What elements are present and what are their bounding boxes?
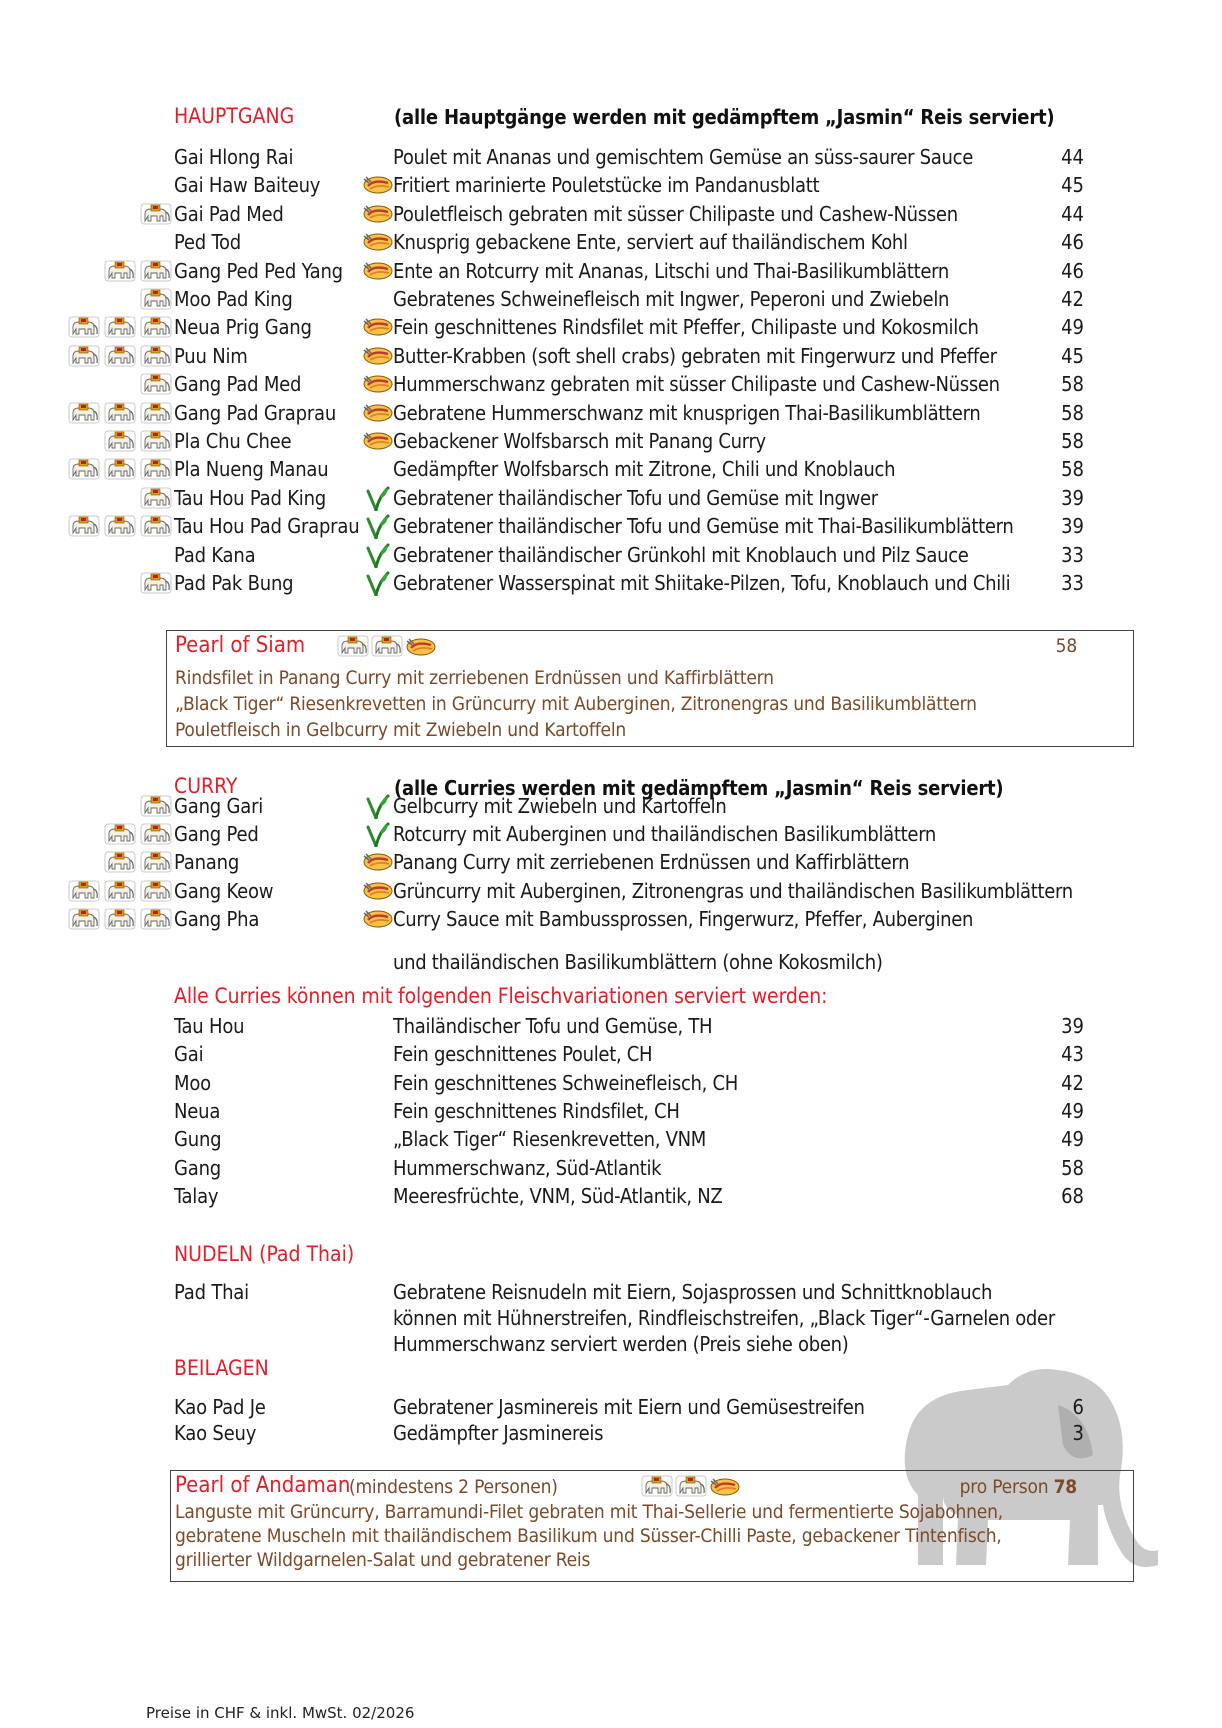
hauptgang-item-price: 44	[1061, 145, 1084, 169]
variation-item-name: Gang	[174, 1155, 222, 1180]
hauptgang-item-name: Gai Haw Baiteuy	[174, 173, 321, 198]
hauptgang-item-name: Pad Pak Bung	[174, 571, 294, 595]
pearl-siam-line: Pouletfleisch in Gelbcurry mit Zwiebeln und Kartoffeln	[175, 719, 627, 741]
beilagen-item	[0, 1419, 1222, 1447]
nudeln-desc: Hummerschwanz serviert werden (Preis siehe oben)	[393, 1332, 849, 1356]
elephant-icon	[140, 345, 172, 367]
spice-icon	[360, 259, 394, 281]
elephant-icon	[104, 402, 136, 424]
hauptgang-item-name: Gang Ped Ped Yang	[174, 258, 343, 283]
spice-icon	[360, 315, 394, 337]
hauptgang-item-desc: Hummerschwanz gebraten mit süsser Chilipaste und Cashew-Nüssen	[393, 372, 1000, 397]
elephant-icon	[140, 458, 172, 480]
variation-item-desc: Thailändischer Tofu und Gemüse, TH	[393, 1014, 713, 1038]
variation-item	[0, 1097, 1222, 1125]
pearl-andaman-box	[170, 1470, 1134, 1582]
curry-item-desc: Rotcurry mit Auberginen und thailändischen Basilikumblättern	[393, 822, 937, 847]
hauptgang-item-price: 49	[1061, 315, 1084, 340]
curry-item	[0, 877, 1222, 905]
curry-item-name: Panang	[174, 850, 240, 875]
elephant-icon	[104, 458, 136, 480]
beilagen-item-price: 3	[1072, 1421, 1084, 1445]
pearl-andaman-title: Pearl of Andaman	[175, 1473, 351, 1498]
curry-pha-continuation	[0, 948, 1222, 976]
hauptgang-item-name: Ped Tod	[174, 230, 241, 255]
beilagen-item-desc: Gebratener Jasminereis mit Eiern und Gemüsestreifen	[393, 1395, 865, 1419]
variation-item	[0, 1069, 1222, 1097]
nudeln-row-2	[0, 1304, 1222, 1332]
elephant-icon	[140, 288, 172, 310]
hauptgang-item-desc: Gebratenes Schweinefleisch mit Ingwer, Peperoni und Zwiebeln	[393, 287, 950, 311]
elephant-icon	[371, 635, 403, 657]
hauptgang-item-price: 45	[1061, 173, 1084, 198]
variation-item-price: 39	[1061, 1014, 1084, 1038]
hauptgang-item-price: 39	[1061, 514, 1084, 539]
elephant-icon	[140, 795, 172, 817]
variation-item-name: Gung	[174, 1127, 222, 1152]
hauptgang-item-price: 44	[1061, 201, 1084, 226]
curry-title: CURRY	[174, 774, 238, 798]
hauptgang-item-desc: Fein geschnittenes Rindsfilet mit Pfeffer, Chilipaste und Kokosmilch	[393, 315, 979, 340]
variation-item-desc: Fein geschnittenes Poulet, CH	[393, 1042, 653, 1067]
hauptgang-item-name: Moo Pad King	[174, 287, 293, 311]
elephant-icon	[104, 316, 136, 338]
elephant-icon	[337, 635, 369, 657]
hauptgang-item-name: Gai Pad Med	[174, 201, 284, 226]
spice-icon	[360, 344, 394, 366]
hauptgang-item	[0, 257, 1222, 285]
spice-icon	[403, 635, 437, 657]
nudeln-name: Pad Thai	[174, 1280, 249, 1304]
hauptgang-item	[0, 370, 1222, 398]
elephant-icon	[104, 345, 136, 367]
elephant-icon	[68, 515, 100, 537]
spice-icon	[360, 401, 394, 423]
hauptgang-item	[0, 200, 1222, 228]
nudeln-row	[0, 1278, 1222, 1306]
hauptgang-item-price: 39	[1061, 485, 1084, 510]
variation-item-desc: Fein geschnittenes Rindsfilet, CH	[393, 1098, 680, 1123]
hauptgang-item-price: 33	[1061, 571, 1084, 595]
elephant-icon	[104, 823, 136, 845]
elephant-icon	[68, 345, 100, 367]
elephant-icon	[641, 1475, 673, 1497]
hauptgang-item-price: 45	[1061, 343, 1084, 368]
elephant-icon	[140, 203, 172, 225]
hauptgang-item	[0, 228, 1222, 256]
hauptgang-item	[0, 484, 1222, 512]
hauptgang-item-desc: Pouletfleisch gebraten mit süsser Chilipaste und Cashew-Nüssen	[393, 201, 958, 226]
hauptgang-item-name: Gang Pad Med	[174, 372, 302, 397]
elephant-icon	[104, 260, 136, 282]
curry-item-desc: Grüncurry mit Auberginen, Zitronengras und thailändischen Basilikumblättern	[393, 878, 1073, 903]
vegetarian-icon	[364, 821, 390, 847]
variation-item-price: 42	[1061, 1070, 1084, 1095]
elephant-icon	[140, 487, 172, 509]
elephant-icon	[68, 880, 100, 902]
variation-item-price: 43	[1061, 1042, 1084, 1067]
vegetarian-icon	[364, 793, 390, 819]
hauptgang-item	[0, 399, 1222, 427]
hauptgang-item-desc: Gebratene Hummerschwanz mit knusprigen Thai-Basilikumblättern	[393, 400, 981, 425]
hauptgang-note: (alle Hauptgänge werden mit gedämpftem „Jasmin“ Reis serviert)	[394, 105, 1055, 129]
spice-icon	[360, 173, 394, 195]
elephant-icon	[675, 1475, 707, 1497]
variation-item-desc: Meeresfrüchte, VNM, Süd-Atlantik, NZ	[393, 1183, 723, 1208]
pearl-siam-box	[166, 630, 1134, 747]
pearl-siam-icons	[337, 635, 447, 659]
hauptgang-item-desc: Butter-Krabben (soft shell crabs) gebraten mit Fingerwurz und Pfeffer	[393, 343, 997, 368]
nudeln-desc: können mit Hühnerstreifen, Rindfleischstreifen, „Black Tiger“-Garnelen oder	[393, 1306, 1055, 1330]
elephant-icon	[140, 373, 172, 395]
vegetarian-icon	[364, 542, 390, 568]
elephant-icon	[104, 908, 136, 930]
variation-item-name: Gai	[174, 1042, 204, 1067]
elephant-icon	[140, 823, 172, 845]
variation-item	[0, 1182, 1222, 1210]
hauptgang-item-desc: Gebratener Wasserspinat mit Shiitake-Pilzen, Tofu, Knoblauch und Chili	[393, 571, 1011, 595]
hauptgang-item-price: 58	[1061, 372, 1084, 397]
spice-icon	[360, 850, 394, 872]
beilagen-item-name: Kao Seuy	[174, 1421, 257, 1445]
variation-item-desc: „Black Tiger“ Riesenkrevetten, VNM	[393, 1127, 706, 1152]
variation-item-price: 68	[1061, 1183, 1084, 1208]
hauptgang-item-price: 58	[1061, 457, 1084, 482]
hauptgang-item	[0, 569, 1222, 597]
pearl-andaman-line: grillierter Wildgarnelen-Salat und gebratener Reis	[175, 1549, 591, 1571]
variation-item-price: 58	[1061, 1155, 1084, 1180]
elephant-icon	[68, 402, 100, 424]
beilagen-item-name: Kao Pad Je	[174, 1395, 266, 1419]
variation-item	[0, 1012, 1222, 1040]
elephant-icon	[104, 430, 136, 452]
hauptgang-item-desc: Poulet mit Ananas und gemischtem Gemüse an süss-saurer Sauce	[393, 145, 974, 169]
hauptgang-item-name: Tau Hou Pad King	[174, 485, 327, 510]
elephant-icon	[140, 260, 172, 282]
hauptgang-item-name: Tau Hou Pad Graprau	[174, 514, 360, 539]
curry-item	[0, 792, 1222, 820]
variation-item	[0, 1125, 1222, 1153]
hauptgang-item-desc: Gebratener thailändischer Grünkohl mit Knoblauch und Pilz Sauce	[393, 542, 969, 567]
variations-title: Alle Curries können mit folgenden Fleischvariationen serviert werden:	[174, 984, 828, 1008]
hauptgang-item	[0, 342, 1222, 370]
curry-item-name: Gang Gari	[174, 794, 264, 818]
elephant-icon	[140, 402, 172, 424]
hauptgang-item-price: 33	[1061, 542, 1084, 567]
variation-item-name: Tau Hou	[174, 1014, 245, 1038]
spice-icon	[360, 372, 394, 394]
curry-item	[0, 848, 1222, 876]
vegetarian-icon	[364, 513, 390, 539]
hauptgang-item-price: 42	[1061, 287, 1084, 311]
pearl-andaman-price-label: pro Person	[959, 1476, 1049, 1498]
hauptgang-item-price: 58	[1061, 429, 1084, 453]
hauptgang-item-price: 46	[1061, 230, 1084, 255]
variation-item-desc: Hummerschwanz, Süd-Atlantik	[393, 1155, 662, 1180]
elephant-icon	[68, 316, 100, 338]
pearl-siam-line: „Black Tiger“ Riesenkrevetten in Grüncurry mit Auberginen, Zitronengras und Basilikumblättern	[175, 693, 977, 715]
hauptgang-item-desc: Gedämpfter Wolfsbarsch mit Zitrone, Chili und Knoblauch	[393, 457, 896, 482]
curry-item-name: Gang Pha	[174, 906, 260, 931]
hauptgang-item-name: Gang Pad Graprau	[174, 400, 337, 425]
curry-item-desc: Curry Sauce mit Bambussprossen, Fingerwurz, Pfeffer, Auberginen	[393, 906, 974, 931]
pearl-andaman-line: gebratene Muscheln mit thailändischem Basilikum und Süsser-Chilli Paste, gebackener Tintenfisch,	[175, 1525, 1002, 1547]
beilagen-item-price: 6	[1072, 1395, 1084, 1419]
elephant-icon	[140, 316, 172, 338]
hauptgang-item-price: 58	[1061, 400, 1084, 425]
hauptgang-item	[0, 512, 1222, 540]
hauptgang-item	[0, 171, 1222, 199]
nudeln-row-3	[0, 1330, 1222, 1358]
pearl-andaman-line: Languste mit Grüncurry, Barramundi-Filet gebraten mit Thai-Sellerie und fermentierte Sojabohnen,	[175, 1501, 1003, 1523]
curry-item	[0, 820, 1222, 848]
beilagen-item	[0, 1393, 1222, 1421]
hauptgang-item-price: 46	[1061, 258, 1084, 283]
curry-item-desc: Panang Curry mit zerriebenen Erdnüssen und Kaffirblättern	[393, 850, 910, 875]
spice-icon	[360, 907, 394, 929]
elephant-icon	[104, 515, 136, 537]
beilagen-item-desc: Gedämpfter Jasminereis	[393, 1421, 604, 1445]
nudeln-title: NUDELN (Pad Thai)	[174, 1242, 355, 1266]
variation-item-price: 49	[1061, 1127, 1084, 1152]
curry-item-name: Gang Ped	[174, 822, 259, 847]
variation-item	[0, 1040, 1222, 1068]
hauptgang-item-desc: Knusprig gebackene Ente, serviert auf thailändischem Kohl	[393, 230, 908, 255]
pearl-siam-line: Rindsfilet in Panang Curry mit zerriebenen Erdnüssen und Kaffirblättern	[175, 667, 774, 689]
elephant-icon	[140, 851, 172, 873]
curry-note: (alle Curries werden mit gedämpftem „Jasmin“ Reis serviert)	[394, 776, 1004, 800]
hauptgang-item	[0, 285, 1222, 313]
hauptgang-item	[0, 455, 1222, 483]
hauptgang-item-desc: Fritiert marinierte Pouletstücke im Pandanusblatt	[393, 173, 820, 198]
spice-icon	[360, 230, 394, 252]
elephant-icon	[68, 458, 100, 480]
vegetarian-icon	[364, 485, 390, 511]
curry-item-name: Gang Keow	[174, 878, 274, 903]
hauptgang-item-name: Pla Nueng Manau	[174, 457, 329, 482]
footer-note: Preise in CHF & inkl. MwSt. 02/2026	[146, 1704, 415, 1722]
variation-item-name: Moo	[174, 1070, 211, 1095]
elephant-icon	[104, 880, 136, 902]
curry-pha-line2: und thailändischen Basilikumblättern (ohne Kokosmilch)	[393, 950, 883, 974]
hauptgang-item	[0, 427, 1222, 455]
hauptgang-item	[0, 313, 1222, 341]
pearl-andaman-price-row	[960, 1476, 1077, 1498]
variation-item	[0, 1154, 1222, 1182]
variation-item-name: Talay	[174, 1183, 219, 1208]
elephant-icon	[140, 430, 172, 452]
hauptgang-item-name: Gai Hlong Rai	[174, 145, 294, 169]
pearl-siam-title: Pearl of Siam	[175, 633, 306, 658]
elephant-icon	[68, 908, 100, 930]
variation-item-name: Neua	[174, 1098, 221, 1123]
hauptgang-item-name: Pad Kana	[174, 542, 256, 567]
elephant-icon	[140, 515, 172, 537]
hauptgang-item	[0, 541, 1222, 569]
hauptgang-title: HAUPTGANG	[174, 104, 295, 128]
pearl-siam-price: 58	[1055, 635, 1077, 657]
curry-item-desc: Gelbcurry mit Zwiebeln und Kartoffeln	[393, 794, 727, 818]
pearl-andaman-icons	[641, 1475, 751, 1499]
hauptgang-item-desc: Gebratener thailändischer Tofu und Gemüse mit Ingwer	[393, 485, 878, 510]
elephant-icon	[140, 880, 172, 902]
pearl-andaman-subtitle: (mindestens 2 Personen)	[349, 1476, 558, 1498]
hauptgang-item-name: Neua Prig Gang	[174, 315, 312, 340]
variation-item-price: 49	[1061, 1098, 1084, 1123]
elephant-icon	[104, 851, 136, 873]
curry-item	[0, 905, 1222, 933]
hauptgang-item-name: Puu Nim	[174, 343, 248, 368]
hauptgang-item-desc: Gebratener thailändischer Tofu und Gemüse mit Thai-Basilikumblättern	[393, 514, 1014, 539]
pearl-andaman-price: 78	[1053, 1476, 1077, 1498]
elephant-icon	[140, 908, 172, 930]
hauptgang-item-desc: Ente an Rotcurry mit Ananas, Litschi und Thai-Basilikumblättern	[393, 258, 950, 283]
nudeln-desc: Gebratene Reisnudeln mit Eiern, Sojasprossen und Schnittknoblauch	[393, 1280, 993, 1304]
spice-icon	[360, 202, 394, 224]
hauptgang-item-name: Pla Chu Chee	[174, 429, 292, 453]
spice-icon	[707, 1475, 741, 1497]
elephant-icon	[140, 572, 172, 594]
spice-icon	[360, 429, 394, 451]
hauptgang-item	[0, 143, 1222, 171]
hauptgang-item-desc: Gebackener Wolfsbarsch mit Panang Curry	[393, 429, 766, 453]
variation-item-desc: Fein geschnittenes Schweinefleisch, CH	[393, 1070, 738, 1095]
beilagen-title: BEILAGEN	[174, 1356, 269, 1380]
spice-icon	[360, 879, 394, 901]
vegetarian-icon	[364, 570, 390, 596]
